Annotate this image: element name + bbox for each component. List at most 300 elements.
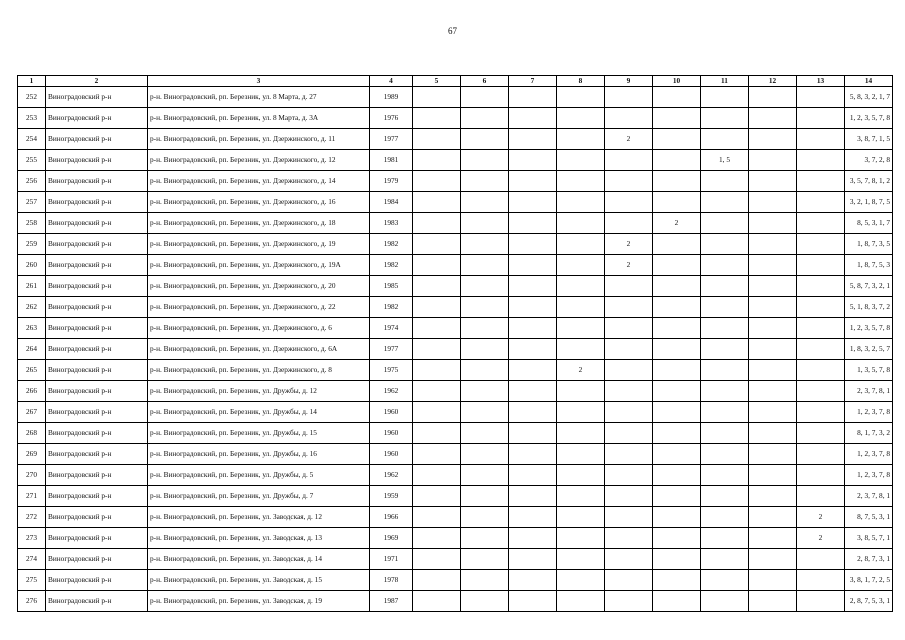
col-8-cell bbox=[557, 255, 605, 276]
col-11-cell bbox=[701, 87, 749, 108]
district-cell: Виноградовский р-н bbox=[46, 339, 148, 360]
col-7-cell bbox=[509, 171, 557, 192]
column-header-3: 3 bbox=[148, 76, 370, 87]
address-cell: р-н. Виноградовский, рп. Березник, ул. Дзержинского, д. 22 bbox=[148, 297, 370, 318]
district-cell: Виноградовский р-н bbox=[46, 192, 148, 213]
col-9-cell bbox=[605, 423, 653, 444]
col-9-cell bbox=[605, 108, 653, 129]
table-row bbox=[18, 150, 893, 171]
col-11-cell bbox=[701, 465, 749, 486]
row-number: 273 bbox=[18, 528, 46, 549]
col-14-cell: 8, 7, 5, 3, 1 bbox=[845, 507, 893, 528]
address-cell: р-н. Виноградовский, рп. Березник, ул. Дзержинского, д. 16 bbox=[148, 192, 370, 213]
district-cell: Виноградовский р-н bbox=[46, 318, 148, 339]
year-cell: 1982 bbox=[370, 234, 413, 255]
col-6-cell bbox=[461, 192, 509, 213]
col-6-cell bbox=[461, 360, 509, 381]
col-5-cell bbox=[413, 129, 461, 150]
row-number: 260 bbox=[18, 255, 46, 276]
col-13-cell bbox=[797, 192, 845, 213]
col-7-cell bbox=[509, 255, 557, 276]
col-5-cell bbox=[413, 108, 461, 129]
table-row bbox=[18, 591, 893, 612]
column-header-10: 10 bbox=[653, 76, 701, 87]
col-12-cell bbox=[749, 528, 797, 549]
col-10-cell bbox=[653, 360, 701, 381]
col-14-cell: 8, 5, 3, 1, 7 bbox=[845, 213, 893, 234]
table-row bbox=[18, 318, 893, 339]
row-number: 255 bbox=[18, 150, 46, 171]
col-7-cell bbox=[509, 339, 557, 360]
col-9-cell: 2 bbox=[605, 234, 653, 255]
row-number: 263 bbox=[18, 318, 46, 339]
col-7-cell bbox=[509, 507, 557, 528]
district-cell: Виноградовский р-н bbox=[46, 486, 148, 507]
col-14-cell: 3, 7, 2, 8 bbox=[845, 150, 893, 171]
col-5-cell bbox=[413, 591, 461, 612]
col-6-cell bbox=[461, 318, 509, 339]
col-7-cell bbox=[509, 213, 557, 234]
col-13-cell bbox=[797, 402, 845, 423]
col-5-cell bbox=[413, 171, 461, 192]
column-header-4: 4 bbox=[370, 76, 413, 87]
col-10-cell bbox=[653, 444, 701, 465]
col-7-cell bbox=[509, 297, 557, 318]
district-cell: Виноградовский р-н bbox=[46, 108, 148, 129]
col-5-cell bbox=[413, 549, 461, 570]
col-6-cell bbox=[461, 297, 509, 318]
year-cell: 1981 bbox=[370, 150, 413, 171]
housing-register-table bbox=[17, 75, 893, 612]
col-8-cell bbox=[557, 507, 605, 528]
row-number: 271 bbox=[18, 486, 46, 507]
col-13-cell bbox=[797, 549, 845, 570]
col-11-cell bbox=[701, 402, 749, 423]
col-8-cell bbox=[557, 276, 605, 297]
col-14-cell: 2, 3, 7, 8, 1 bbox=[845, 486, 893, 507]
header-row bbox=[18, 76, 893, 87]
col-5-cell bbox=[413, 276, 461, 297]
table-row bbox=[18, 570, 893, 591]
col-7-cell bbox=[509, 318, 557, 339]
col-9-cell bbox=[605, 213, 653, 234]
col-5-cell bbox=[413, 402, 461, 423]
col-8-cell bbox=[557, 591, 605, 612]
col-5-cell bbox=[413, 444, 461, 465]
table-row bbox=[18, 108, 893, 129]
col-14-cell: 3, 2, 1, 8, 7, 5 bbox=[845, 192, 893, 213]
col-9-cell bbox=[605, 486, 653, 507]
col-12-cell bbox=[749, 150, 797, 171]
col-10-cell bbox=[653, 570, 701, 591]
col-13-cell: 2 bbox=[797, 507, 845, 528]
col-11-cell bbox=[701, 297, 749, 318]
address-cell: р-н. Виноградовский, рп. Березник, ул. Заводская, д. 13 bbox=[148, 528, 370, 549]
col-8-cell bbox=[557, 171, 605, 192]
row-number: 259 bbox=[18, 234, 46, 255]
col-5-cell bbox=[413, 486, 461, 507]
col-10-cell bbox=[653, 108, 701, 129]
col-13-cell bbox=[797, 108, 845, 129]
col-5-cell bbox=[413, 507, 461, 528]
col-10-cell bbox=[653, 507, 701, 528]
col-8-cell bbox=[557, 381, 605, 402]
col-5-cell bbox=[413, 528, 461, 549]
col-8-cell bbox=[557, 486, 605, 507]
col-12-cell bbox=[749, 423, 797, 444]
row-number: 252 bbox=[18, 87, 46, 108]
col-12-cell bbox=[749, 87, 797, 108]
col-6-cell bbox=[461, 171, 509, 192]
col-8-cell bbox=[557, 402, 605, 423]
year-cell: 1974 bbox=[370, 318, 413, 339]
col-10-cell bbox=[653, 255, 701, 276]
col-10-cell: 2 bbox=[653, 213, 701, 234]
table-row bbox=[18, 129, 893, 150]
col-5-cell bbox=[413, 318, 461, 339]
col-6-cell bbox=[461, 465, 509, 486]
col-6-cell bbox=[461, 213, 509, 234]
col-10-cell bbox=[653, 591, 701, 612]
col-7-cell bbox=[509, 87, 557, 108]
col-14-cell: 1, 8, 3, 2, 5, 7 bbox=[845, 339, 893, 360]
col-7-cell bbox=[509, 465, 557, 486]
col-12-cell bbox=[749, 108, 797, 129]
column-header-12: 12 bbox=[749, 76, 797, 87]
page-number: 67 bbox=[448, 26, 457, 36]
address-cell: р-н. Виноградовский, рп. Березник, ул. Дзержинского, д. 11 bbox=[148, 129, 370, 150]
col-5-cell bbox=[413, 150, 461, 171]
col-12-cell bbox=[749, 570, 797, 591]
col-11-cell bbox=[701, 444, 749, 465]
col-10-cell bbox=[653, 150, 701, 171]
col-11-cell bbox=[701, 528, 749, 549]
col-8-cell bbox=[557, 87, 605, 108]
year-cell: 1960 bbox=[370, 402, 413, 423]
col-7-cell bbox=[509, 549, 557, 570]
year-cell: 1962 bbox=[370, 465, 413, 486]
row-number: 272 bbox=[18, 507, 46, 528]
col-5-cell bbox=[413, 234, 461, 255]
district-cell: Виноградовский р-н bbox=[46, 591, 148, 612]
col-11-cell bbox=[701, 549, 749, 570]
col-13-cell bbox=[797, 297, 845, 318]
table-body bbox=[18, 87, 893, 612]
table-row bbox=[18, 507, 893, 528]
col-11-cell: 1, 5 bbox=[701, 150, 749, 171]
col-5-cell bbox=[413, 339, 461, 360]
address-cell: р-н. Виноградовский, рп. Березник, ул. Дружбы, д. 5 bbox=[148, 465, 370, 486]
table-row bbox=[18, 192, 893, 213]
district-cell: Виноградовский р-н bbox=[46, 402, 148, 423]
district-cell: Виноградовский р-н bbox=[46, 423, 148, 444]
col-11-cell bbox=[701, 507, 749, 528]
col-13-cell bbox=[797, 234, 845, 255]
address-cell: р-н. Виноградовский, рп. Березник, ул. Дзержинского, д. 6 bbox=[148, 318, 370, 339]
col-10-cell bbox=[653, 423, 701, 444]
col-9-cell bbox=[605, 591, 653, 612]
district-cell: Виноградовский р-н bbox=[46, 381, 148, 402]
col-5-cell bbox=[413, 423, 461, 444]
col-13-cell bbox=[797, 591, 845, 612]
col-10-cell bbox=[653, 339, 701, 360]
col-6-cell bbox=[461, 591, 509, 612]
col-14-cell: 1, 2, 3, 5, 7, 8 bbox=[845, 108, 893, 129]
col-9-cell bbox=[605, 402, 653, 423]
col-9-cell bbox=[605, 192, 653, 213]
col-6-cell bbox=[461, 255, 509, 276]
year-cell: 1969 bbox=[370, 528, 413, 549]
year-cell: 1984 bbox=[370, 192, 413, 213]
col-14-cell: 2, 3, 7, 8, 1 bbox=[845, 381, 893, 402]
district-cell: Виноградовский р-н bbox=[46, 549, 148, 570]
col-13-cell bbox=[797, 423, 845, 444]
year-cell: 1982 bbox=[370, 255, 413, 276]
col-9-cell bbox=[605, 465, 653, 486]
year-cell: 1971 bbox=[370, 549, 413, 570]
col-12-cell bbox=[749, 360, 797, 381]
district-cell: Виноградовский р-н bbox=[46, 465, 148, 486]
address-cell: р-н. Виноградовский, рп. Березник, ул. Дружбы, д. 15 bbox=[148, 423, 370, 444]
col-10-cell bbox=[653, 318, 701, 339]
address-cell: р-н. Виноградовский, рп. Березник, ул. Дзержинского, д. 6А bbox=[148, 339, 370, 360]
col-14-cell: 5, 8, 7, 3, 2, 1 bbox=[845, 276, 893, 297]
year-cell: 1959 bbox=[370, 486, 413, 507]
address-cell: р-н. Виноградовский, рп. Березник, ул. Заводская, д. 15 bbox=[148, 570, 370, 591]
col-6-cell bbox=[461, 381, 509, 402]
col-12-cell bbox=[749, 339, 797, 360]
col-13-cell bbox=[797, 276, 845, 297]
col-7-cell bbox=[509, 444, 557, 465]
col-10-cell bbox=[653, 549, 701, 570]
row-number: 265 bbox=[18, 360, 46, 381]
table-row bbox=[18, 381, 893, 402]
table-row bbox=[18, 486, 893, 507]
col-13-cell bbox=[797, 255, 845, 276]
table-row bbox=[18, 213, 893, 234]
col-11-cell bbox=[701, 318, 749, 339]
address-cell: р-н. Виноградовский, рп. Березник, ул. Дзержинского, д. 18 bbox=[148, 213, 370, 234]
address-cell: р-н. Виноградовский, рп. Березник, ул. Дзержинского, д. 12 bbox=[148, 150, 370, 171]
district-cell: Виноградовский р-н bbox=[46, 213, 148, 234]
row-number: 270 bbox=[18, 465, 46, 486]
address-cell: р-н. Виноградовский, рп. Березник, ул. Дружбы, д. 16 bbox=[148, 444, 370, 465]
row-number: 275 bbox=[18, 570, 46, 591]
col-11-cell bbox=[701, 570, 749, 591]
col-13-cell bbox=[797, 444, 845, 465]
table-row bbox=[18, 402, 893, 423]
col-6-cell bbox=[461, 570, 509, 591]
column-header-11: 11 bbox=[701, 76, 749, 87]
col-13-cell bbox=[797, 318, 845, 339]
col-12-cell bbox=[749, 486, 797, 507]
col-14-cell: 2, 8, 7, 5, 3, 1 bbox=[845, 591, 893, 612]
year-cell: 1987 bbox=[370, 591, 413, 612]
col-6-cell bbox=[461, 108, 509, 129]
col-11-cell bbox=[701, 591, 749, 612]
col-13-cell: 2 bbox=[797, 528, 845, 549]
col-13-cell bbox=[797, 171, 845, 192]
col-6-cell bbox=[461, 507, 509, 528]
col-14-cell: 1, 2, 3, 7, 8 bbox=[845, 465, 893, 486]
col-8-cell bbox=[557, 423, 605, 444]
row-number: 253 bbox=[18, 108, 46, 129]
column-header-2: 2 bbox=[46, 76, 148, 87]
year-cell: 1983 bbox=[370, 213, 413, 234]
col-12-cell bbox=[749, 255, 797, 276]
col-6-cell bbox=[461, 276, 509, 297]
col-10-cell bbox=[653, 297, 701, 318]
district-cell: Виноградовский р-н bbox=[46, 255, 148, 276]
col-8-cell bbox=[557, 129, 605, 150]
col-6-cell bbox=[461, 528, 509, 549]
row-number: 266 bbox=[18, 381, 46, 402]
row-number: 256 bbox=[18, 171, 46, 192]
col-8-cell bbox=[557, 444, 605, 465]
col-12-cell bbox=[749, 402, 797, 423]
col-9-cell bbox=[605, 528, 653, 549]
table-row bbox=[18, 444, 893, 465]
col-8-cell bbox=[557, 549, 605, 570]
col-11-cell bbox=[701, 486, 749, 507]
col-12-cell bbox=[749, 549, 797, 570]
year-cell: 1977 bbox=[370, 129, 413, 150]
column-header-7: 7 bbox=[509, 76, 557, 87]
row-number: 262 bbox=[18, 297, 46, 318]
col-5-cell bbox=[413, 360, 461, 381]
col-10-cell bbox=[653, 234, 701, 255]
col-11-cell bbox=[701, 255, 749, 276]
col-10-cell bbox=[653, 192, 701, 213]
col-12-cell bbox=[749, 591, 797, 612]
col-9-cell bbox=[605, 171, 653, 192]
col-7-cell bbox=[509, 276, 557, 297]
col-13-cell bbox=[797, 465, 845, 486]
table-row bbox=[18, 528, 893, 549]
district-cell: Виноградовский р-н bbox=[46, 528, 148, 549]
col-7-cell bbox=[509, 423, 557, 444]
col-14-cell: 8, 1, 7, 3, 2 bbox=[845, 423, 893, 444]
col-6-cell bbox=[461, 486, 509, 507]
column-header-6: 6 bbox=[461, 76, 509, 87]
col-5-cell bbox=[413, 255, 461, 276]
col-13-cell bbox=[797, 129, 845, 150]
year-cell: 1966 bbox=[370, 507, 413, 528]
table-row bbox=[18, 255, 893, 276]
district-cell: Виноградовский р-н bbox=[46, 570, 148, 591]
col-10-cell bbox=[653, 381, 701, 402]
col-8-cell bbox=[557, 108, 605, 129]
address-cell: р-н. Виноградовский, рп. Березник, ул. Дзержинского, д. 20 bbox=[148, 276, 370, 297]
table-row bbox=[18, 87, 893, 108]
col-7-cell bbox=[509, 129, 557, 150]
col-8-cell bbox=[557, 318, 605, 339]
col-10-cell bbox=[653, 465, 701, 486]
address-cell: р-н. Виноградовский, рп. Березник, ул. Заводская, д. 12 bbox=[148, 507, 370, 528]
col-14-cell: 5, 8, 3, 2, 1, 7 bbox=[845, 87, 893, 108]
col-12-cell bbox=[749, 171, 797, 192]
address-cell: р-н. Виноградовский, рп. Березник, ул. Заводская, д. 14 bbox=[148, 549, 370, 570]
col-12-cell bbox=[749, 234, 797, 255]
district-cell: Виноградовский р-н bbox=[46, 297, 148, 318]
col-8-cell bbox=[557, 234, 605, 255]
address-cell: р-н. Виноградовский, рп. Березник, ул. Дзержинского, д. 8 bbox=[148, 360, 370, 381]
col-8-cell bbox=[557, 570, 605, 591]
col-6-cell bbox=[461, 339, 509, 360]
col-5-cell bbox=[413, 297, 461, 318]
column-header-13: 13 bbox=[797, 76, 845, 87]
col-13-cell bbox=[797, 87, 845, 108]
col-6-cell bbox=[461, 549, 509, 570]
address-cell: р-н. Виноградовский, рп. Березник, ул. Дзержинского, д. 19 bbox=[148, 234, 370, 255]
col-11-cell bbox=[701, 171, 749, 192]
row-number: 264 bbox=[18, 339, 46, 360]
col-5-cell bbox=[413, 570, 461, 591]
district-cell: Виноградовский р-н bbox=[46, 234, 148, 255]
col-9-cell bbox=[605, 549, 653, 570]
col-5-cell bbox=[413, 192, 461, 213]
col-13-cell bbox=[797, 486, 845, 507]
col-14-cell: 1, 2, 3, 5, 7, 8 bbox=[845, 318, 893, 339]
col-10-cell bbox=[653, 402, 701, 423]
col-13-cell bbox=[797, 381, 845, 402]
col-13-cell bbox=[797, 360, 845, 381]
year-cell: 1982 bbox=[370, 297, 413, 318]
year-cell: 1960 bbox=[370, 423, 413, 444]
col-9-cell bbox=[605, 318, 653, 339]
table-row bbox=[18, 171, 893, 192]
year-cell: 1960 bbox=[370, 444, 413, 465]
column-header-8: 8 bbox=[557, 76, 605, 87]
col-12-cell bbox=[749, 213, 797, 234]
year-cell: 1962 bbox=[370, 381, 413, 402]
col-13-cell bbox=[797, 339, 845, 360]
col-9-cell bbox=[605, 360, 653, 381]
table-row bbox=[18, 276, 893, 297]
row-number: 276 bbox=[18, 591, 46, 612]
col-7-cell bbox=[509, 192, 557, 213]
col-7-cell bbox=[509, 381, 557, 402]
col-12-cell bbox=[749, 507, 797, 528]
col-7-cell bbox=[509, 591, 557, 612]
address-cell: р-н. Виноградовский, рп. Березник, ул. 8 Марта, д. 27 bbox=[148, 87, 370, 108]
column-header-14: 14 bbox=[845, 76, 893, 87]
col-6-cell bbox=[461, 150, 509, 171]
col-14-cell: 1, 8, 7, 5, 3 bbox=[845, 255, 893, 276]
year-cell: 1976 bbox=[370, 108, 413, 129]
address-cell: р-н. Виноградовский, рп. Березник, ул. Дзержинского, д. 14 bbox=[148, 171, 370, 192]
district-cell: Виноградовский р-н bbox=[46, 444, 148, 465]
col-8-cell bbox=[557, 150, 605, 171]
address-cell: р-н. Виноградовский, рп. Березник, ул. 8 Марта, д. 3А bbox=[148, 108, 370, 129]
col-11-cell bbox=[701, 381, 749, 402]
col-7-cell bbox=[509, 360, 557, 381]
col-9-cell bbox=[605, 444, 653, 465]
col-14-cell: 2, 8, 7, 3, 1 bbox=[845, 549, 893, 570]
col-14-cell: 1, 2, 3, 7, 8 bbox=[845, 402, 893, 423]
col-6-cell bbox=[461, 402, 509, 423]
table-row bbox=[18, 339, 893, 360]
col-10-cell bbox=[653, 528, 701, 549]
column-header-9: 9 bbox=[605, 76, 653, 87]
col-11-cell bbox=[701, 339, 749, 360]
col-14-cell: 1, 8, 7, 3, 5 bbox=[845, 234, 893, 255]
address-cell: р-н. Виноградовский, рп. Березник, ул. Дружбы, д. 7 bbox=[148, 486, 370, 507]
district-cell: Виноградовский р-н bbox=[46, 360, 148, 381]
col-5-cell bbox=[413, 381, 461, 402]
row-number: 261 bbox=[18, 276, 46, 297]
col-6-cell bbox=[461, 129, 509, 150]
